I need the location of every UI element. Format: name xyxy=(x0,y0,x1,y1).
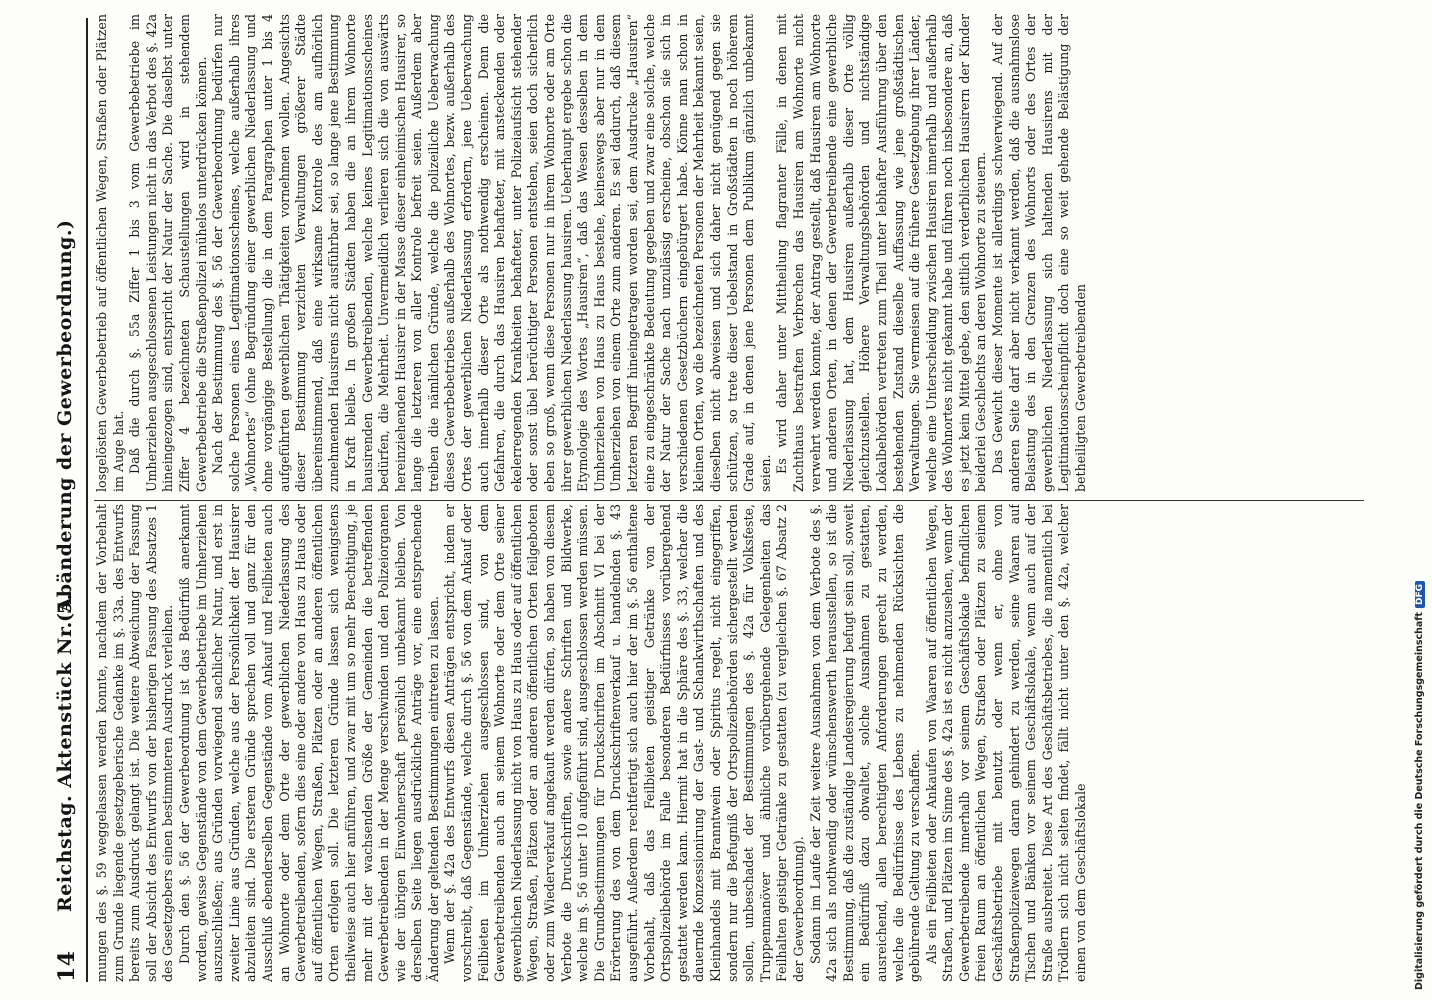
page-number: 14 xyxy=(54,950,80,982)
left-paragraph-4: Sodann im Laufe der Zeit weitere Ausnahmen von dem Verbote des §. 42a sich als nothwendig oder wünschenswerth herausstellen, so ist die Bestimmung, daß die zuständige Landesregierung befugt sein soll, soweit ein Bedürfniß dazu obwaltet, solche Ausnahmen zu gestatten, ausreichend, allen berechtigten Anforderungen gerecht zu werden, welche die Bedürfnisse des Lebens zu nehmenden Rücksichten die gebührende Geltung zu verschaffen. xyxy=(807,504,923,982)
left-paragraph-3: Wenn der §. 42a des Entwurfs diesen Anträgen entspricht, indem er vorschreibt, daß Gegenstände, welche durch §. 56 von dem Ankauf oder Feilbieten im Umherziehen ausgeschlossen sind, von dem Gewerbetreibenden auch an seinem Wohnorte oder dem Orte seiner gewerblichen Niederlassung nicht von Haus zu Haus oder auf öffentlichen Wegen, Straßen, Plätzen oder an anderen öffentlichen Orten feilgeboten oder zum Wiederverkauf angekauft werden dürfen, so haben von diesem Verbote die Druckschriften, sowie andere Schriften und Bildwerke, welche im §. 56 unter 10 aufgeführt sind, ausgeschlossen werden müssen. Die Grundbestimmungen für Druckschriften im Abschnitt VI bei der Erörterung des von dem Druckschriftenverkauf u. handelnden §. 43 ausgeführt. Außerdem rechtfertigt sich auch hier der im §. 56 enthaltene Vorbehalt, daß das Feilbieten geistiger Getränke von der Ortspolizeibehörde im Falle besonderen Bedürfnisses vorübergehend gestattet werden kann. Hiermit hat in die Sphäre des §. 33, welcher die dauernde Konzessionirung der Gast- und Schankwirthschaften und des Kleinhandels mit Branntwein oder Spiritus regelt, nicht eingegriffen, sondern nur die Befugniß der Ortspolizeibehörden sichergestellt werden sollen, unbeschadet der Bestimmungen des §. 42a für Volksfeste, Truppenmanöver und ähnliche vorübergehende Gelegenheiten das Feilhalten geistiger Getränke zu gestatten (zu vergleichen §. 67 Absatz 2 der Gewerbeordnung). xyxy=(442,504,806,982)
column-divider xyxy=(94,500,1364,501)
left-paragraph-5: Als ein Feilbieten oder Ankaufen von Waaren auf öffentlichen Wegen, Straßen, und Plätzen im Sinne des §. 42a ist es nicht anzusehen, wenn der Gewerbetreibende innerhalb vor seinem Geschäftslokale befindlichen freien Raum an öffentlichen Wegen, Straßen oder Plätzen zu seinem Geschäftsbetriebe mit benutzt oder wenn er, ohne von Straßenpolizeiwegen daran gehindert zu werden, seine Waaren auf Tischen und Bänken vor seinem Geschäftslokale, wenn auch auf der Straße ausbreitet. Diese Art des Geschäftsbetriebes, die namentlich bei Trödlern sich nicht selten findet, fällt nicht unter den §. 42a, welcher einen von dem Geschäftslokale xyxy=(923,504,1089,982)
digitization-credit-text xyxy=(1414,30,1425,990)
dfg-logo-badge: DFG xyxy=(1415,581,1425,608)
right-paragraph-1: losgelösten Gewerbebetrieb auf öffentlichen Wegen, Straßen oder Plätzen im Auge hat. xyxy=(94,14,126,492)
credit-text: Digitalisierung gefördert durch die Deutsche Forschungsgemeinschaft xyxy=(1414,612,1425,990)
digitization-credit xyxy=(1414,30,1428,990)
rotated-document-page xyxy=(46,0,1386,1000)
right-paragraph-2: Daß die durch §. 55a Ziffer 1 bis 3 vom Gewerbebetriebe im Umherziehen ausgeschlossenen Leistungen nicht in das Verbot des §. 42a hineingezogen sind, entspricht der Natur der Sache. Die daselbst unter Ziffer 4 bezeichneten Schaustellungen wird in stehendem Gewerbebetriebe die Straßenpolizei mühelos unterdrücken können. xyxy=(127,14,209,492)
left-paragraph-2: Durch den §. 56 der Gewerbeordnung ist das Bedürfniß anerkannt worden, gewisse Gegenstände von dem Gewerbebetriebe im Umherziehen auszuschließen; aus Gründen vorwiegend sachlicher Natur, und erst in zweiter Linie aus Gründen, welche aus der Persönlichkeit der Hausirer abzuleiten sind. Die ersteren Gründe sprechen voll und ganz für den Ausschluß ebenderselben Gegenstände vom Ankauf und Feilbieten auch an Wohnorte oder dem Orte der gewerblichen Niederlassung des Gewerbetreibenden, sofern dies eine oder andere von Haus zu Haus oder auf öffentlichen Wegen, Straßen, Plätzen oder an anderen öffentlichen Orten erfolgen soll. Die letzteren Gründe lassen sich wenigstens theilweise auch hier anführen, und zwar mit um so mehr Berechtigung, je mehr mit der wachsenden Größe der Gemeinden die betreffenden Gewerbetreibenden in der Menge verschwinden und den Polizeiorganen wie der übrigen Einwohnerschaft persönlich unbekannt bleiben. Von derselben Seite liegen ausdrückliche Anträge vor, eine entsprechende Änderung der geltenden Bestimmungen eintreten zu lassen. xyxy=(176,504,441,982)
running-subject: (Abänderung der Gewerbeordnung.) xyxy=(54,219,76,622)
header-rule xyxy=(86,18,88,982)
running-head xyxy=(52,20,82,982)
right-column xyxy=(94,14,1364,492)
right-paragraph-4: Es wird daher unter Mittheilung flagranter Fälle, in denen mit Zuchthaus bestraften Verbrechen das Hausiren am Wohnorte nicht verwehrt werden konnte, der Antrag gestellt, daß Hausiren am Wohnorte und anderen Orten, in denen der Gewerbetreibende eine gewerbliche Niederlassung hat, dem Hausiren außerhalb dieser Orte völlig gleichzustellen. Höhere Verwaltungsbehörden und nichtständige Lokalbehörden vertreten zum Theil unter lebhafter Ausführung über den bestehenden Zustand dieselbe Auffassung wie jene großstädtischen Verwaltungen. Sie vermeisen auf die frühere Gesetzgebung ihrer Länder, welche eine Unterscheidung zwischen Hausiren innerhalb und außerhalb des Wohnortes nicht gekannt habe und führen noch insbesondere an, daß es jetzt kein Mittel gebe, den sittlich verderblichen Hausirern der Kinder beiderlei Geschlechts an deren Wohnorte zu steuern. xyxy=(774,14,989,492)
left-paragraph-1: mungen des §. 59 weggelassen werden konnte, nachdem der Vorbehalt zum Grunde liegende gesetzgeberische Gedanke im §. 33a. des Entwurfs bereits zum Ausdruck gelangt ist. Die weitere Abweichung der Fassung soll der Absicht des Entwurfs von der bisherigen Fassung des Absatzes 1 des Gesetzgebers einen bestimmteren Ausdruck verleihen. xyxy=(94,504,176,982)
left-column xyxy=(94,504,1364,982)
right-paragraph-5: Das Gewicht dieser Momente ist allerdings schwerwiegend. Auf der anderen Seite darf aber nicht verkannt werden, daß die ausnahmslose Belastung des in den Grenzen des Wohnorts oder des Ortes der gewerblichen Niederlassung sich haltenden Hausirens mit der Legitimationsscheinpflicht doch eine so weit gehende Belästigung der betheiligten Gewerbetreibenden xyxy=(990,14,1089,492)
right-paragraph-3: Nach der Bestimmung des §. 56 der Gewerbeordnung bedürfen nur solche Personen eines Legitimationsscheines, welche außerhalb ihres „Wohnortes“ (ohne Begründung einer gewerblichen Niederlassung und ohne vorgängige Bestellung) die in dem Paragraphen unter 1 bis 4 aufgeführten gewerblichen Thätigkeiten vornehmen wollen. Angesichts dieser Bestimmung verzichten Verwaltungen größerer Städte übereinstimmend, daß eine wirksame Kontrole des am aufhörlich zunehmenden Hausirens nicht ausführbar sei, so lange jene Bestimmung in Kraft bleibe. In großen Städten haben die an ihrem Wohnorte hausirenden Gewerbetreibenden, welche keines Legitimationsscheines bedürfen, die Mehrheit. Unvermeidlich verlieren sich die von auswärts hereinziehenden Hausirer in der Masse dieser einheimischen Hausirer, so lange die letzteren von aller Kontrole befreit seien. Außerdem aber treiben die nämlichen Gründe, welche die polizeiliche Ueberwachung dieses Gewerbebetriebes außerhalb des Wohnortes, bezw. außerhalb des Ortes der gewerblichen Niederlassung erfordern, jene Ueberwachung auch innerhalb dieser Orte als nothwendig erscheinen. Denn die Gefahren, die durch das Hausiren behafteter, mit ansteckenden oder ekelerregenden Krankheiten behafteter, unter Polizeiaufsicht stehender oder sonst übel berüchtigter Personen entstehen, seien doch sicherlich eben so groß, wenn diese Personen nur in ihrem Wohnorte oder am Orte ihrer gewerblichen Niederlassung hausiren. Ueberhaupt ergebe schon die Etymologie des Wortes „Hausiren“, daß das Wesen desselben in dem Umherziehen von Haus zu Haus bestehe, keineswegs aber nur in dem Umherziehen von einem Orte zum anderen. Es sei dadurch, daß diesem letzteren Begriff hineingetragen worden sei, dem Ausdrucke „Hausiren“ eine zu eingeschränkte Bedeutung gegeben und zwar eine solche, welche der Natur der Sache nach unzulässig erscheine, obschon sie sich in verschiedenen Gesetzbüchern eingebürgert habe. Könne man schon in kleinen Orten, wo die bezeichneten Personen der Mehrheit bekannt seien, dieselben nicht abweisen und sich daher nicht genügend gegen sie schützen, so trete dieser Uebelstand in Großstädten in noch höherem Grade auf, in denen jene Personen dem Publikum gänzlich unbekannt seien. xyxy=(210,14,773,492)
running-title: Reichstag. Aktenstück Nr. 5. xyxy=(54,593,76,912)
